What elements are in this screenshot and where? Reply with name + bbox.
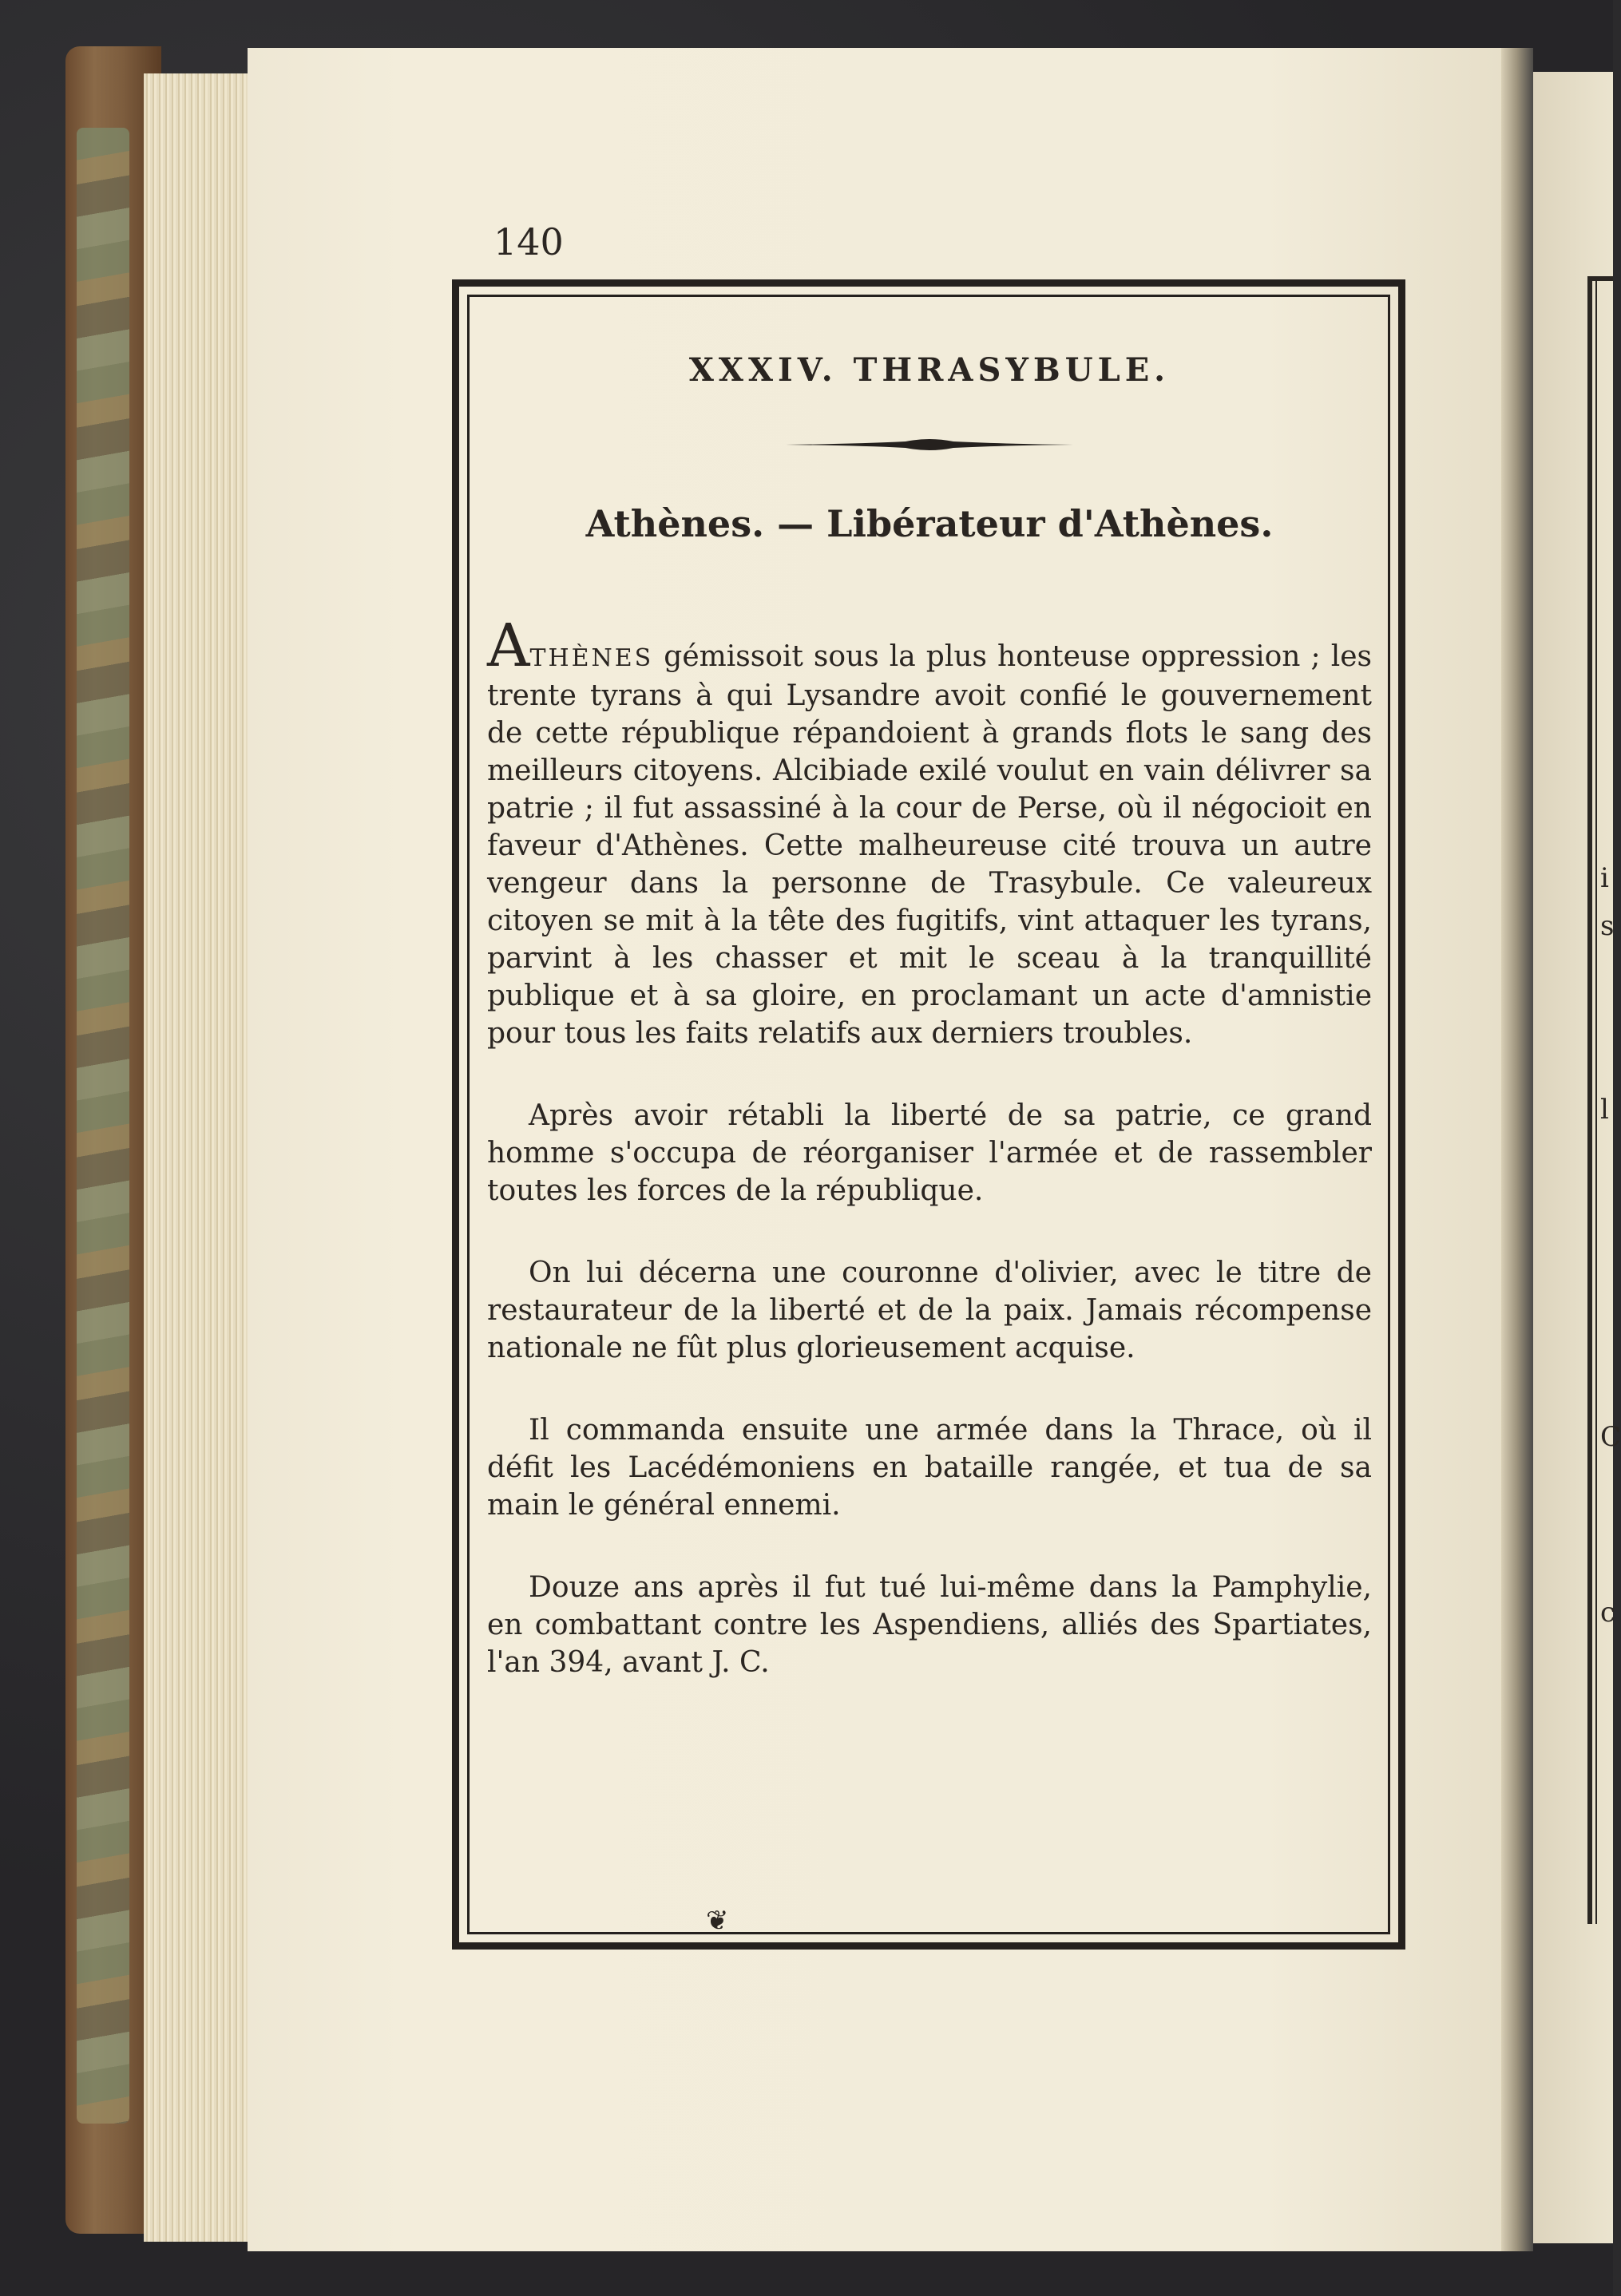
facing-page-fragment: c: [1600, 1597, 1616, 1629]
paragraph-2: Après avoir rétabli la liberté de sa patrie, ce grand homme s'occupa de réorganiser l'armée et de rassembler toutes les forces de la république.: [487, 1099, 1372, 1207]
subtitle: Athènes. — Libérateur d'Athènes.: [585, 502, 1274, 545]
chapter-title: XXXIV. THRASYBULE.: [688, 351, 1171, 389]
facing-page-frame: [1595, 279, 1597, 1924]
ornament-rule-icon: [786, 435, 1073, 454]
paragraph-4: Il commanda ensuite une armée dans la Thrace, où il défit les Lacédémoniens en bataille rangée, et tua de sa main le général ennemi.: [487, 1414, 1372, 1522]
page-edges: [144, 73, 264, 2242]
paragraph-1: [487, 612, 1372, 1052]
facing-page-fragment: C: [1600, 1421, 1621, 1453]
facing-page-fragment: l: [1600, 1094, 1609, 1126]
small-caps-word: THÈNES: [529, 644, 654, 672]
page-number: 140: [493, 220, 564, 263]
facing-page-fragment: i: [1600, 862, 1609, 894]
paragraph-1-text: gémissoit sous la plus honteuse oppression ; les trente tyrans à qui Lysandre avoit confié le gouvernement de cette république répandoient à grands flots le sang des meilleurs citoyens. Alcibiade exilé voulut en vain délivrer sa patrie ; il fut assassiné à la cour de Perse, où il négocioit en faveur d'Athènes. Cette malheureuse cité trouva un autre vengeur dans la personne de Trasybule. Ce valeureux citoyen se mit à la tête des fugitifs, vint attaquer les tyrans, parvint à les chasser et mit le sceau à la tranquillité publique et à sa gloire, en proclamant un acte d'amnistie pour tous les faits relatifs aux derniers troubles.: [487, 640, 1372, 1050]
fleuron-icon: ❦: [706, 1905, 729, 1937]
page-gutter: [1501, 48, 1533, 2251]
facing-page: [1533, 72, 1616, 2243]
marbled-edge: [77, 128, 129, 2124]
page-content: [487, 351, 1372, 1681]
facing-page-frame: [1587, 279, 1592, 1924]
paragraph-5: Douze ans après il fut tué lui-même dans la Pamphylie, en combattant contre les Aspendiens, alliés des Spartiates, l'an 394, avant J. C.: [487, 1571, 1372, 1679]
drop-cap: A: [487, 612, 530, 680]
facing-page-fragment: s: [1600, 910, 1615, 942]
paragraph-3: On lui décerna une couronne d'olivier, avec le titre de restaurateur de la liberté et de la paix. Jamais récompense nationale ne fût plus glorieusement acquise.: [487, 1257, 1372, 1364]
